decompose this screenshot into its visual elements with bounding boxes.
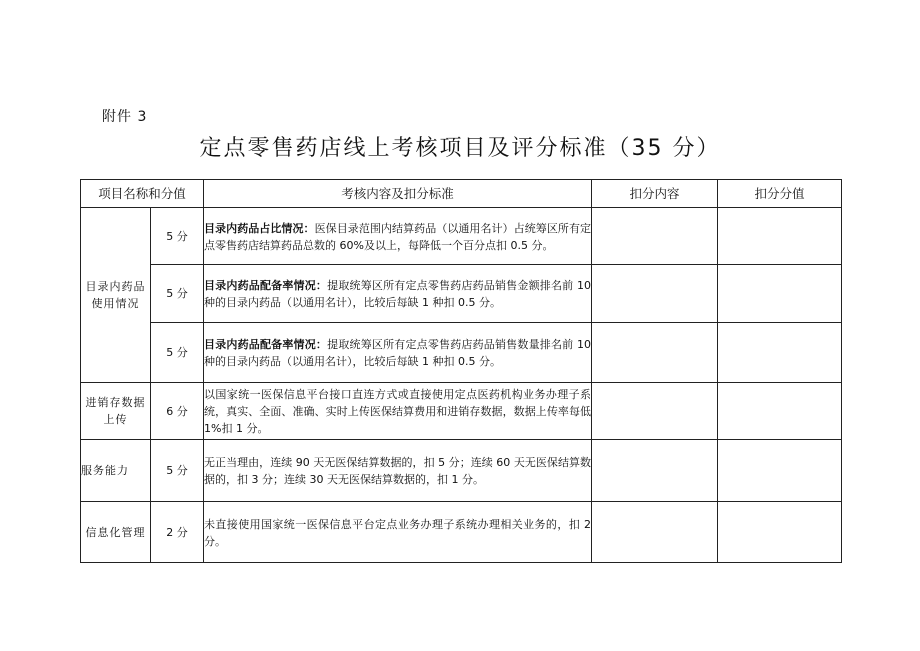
deduction-score-cell[interactable] [718,323,842,383]
criteria-text: 提取统筹区所有定点零售药店药品销售数量排名前 10 种的目录内药品（以通用名计），比较后每缺 1 种扣 0.5 分。 [204,338,592,368]
deduction-content-cell[interactable] [592,383,718,440]
criteria-text: 未直接使用国家统一医保信息平台定点业务办理子系统办理相关业务的，扣 2 分。 [204,517,592,548]
deduction-score-cell[interactable] [718,440,842,502]
table-row [81,502,842,563]
deduction-score-cell[interactable] [718,502,842,563]
table-header-row [81,180,842,208]
criteria-heading: 目录内药品配备率情况： [204,338,328,351]
column-header-item: 项目名称和分值 [81,180,204,208]
table-row [81,440,842,502]
criteria-text: 无正当理由，连续 90 天无医保结算数据的，扣 5 分；连续 60 天无医保结算数据的，扣 3 分；连续 30 天无医保结算数据的，扣 1 分。 [204,456,592,486]
item-score: 5 分 [151,440,204,502]
item-score: 5 分 [151,265,204,323]
criteria-text: 提取统筹区所有定点零售药店药品销售金额排名前 10 种的目录内药品（以通用名计），比较后每缺 1 种扣 0.5 分。 [204,279,592,309]
item-name-catalog: 目录内药品使用情况 [81,208,151,383]
criteria-heading: 目录内药品占比情况： [204,221,315,235]
criteria-cell [204,208,592,265]
scoring-table [80,179,842,563]
attachment-label: 附件 3 [102,109,148,125]
deduction-content-cell[interactable] [592,208,718,265]
item-score: 2 分 [151,502,204,563]
deduction-score-cell[interactable] [718,265,842,323]
table-row [81,208,842,265]
document-title: 定点零售药店线上考核项目及评分标准（35 分） [199,136,721,161]
deduction-content-cell[interactable] [592,323,718,383]
deduction-content-cell[interactable] [592,502,718,563]
criteria-text: 以国家统一医保信息平台接口直连方式或直接使用定点医药机构业务办理子系统，真实、全面、准确、实时上传医保结算费用和进销存数据，数据上传率每低 1%扣 1 分。 [204,388,592,435]
item-name-service: 服务能力 [81,440,151,502]
item-name-informatization: 信息化管理 [81,502,151,563]
criteria-cell [204,383,592,440]
deduction-content-cell[interactable] [592,440,718,502]
deduction-content-cell[interactable] [592,265,718,323]
item-score: 6 分 [151,383,204,440]
criteria-cell [204,265,592,323]
column-header-content: 考核内容及扣分标准 [204,180,592,208]
deduction-score-cell[interactable] [718,208,842,265]
table-row [81,323,842,383]
column-header-deduction-content: 扣分内容 [592,180,718,208]
criteria-cell [204,440,592,502]
column-header-deduction-score: 扣分分值 [718,180,842,208]
deduction-score-cell[interactable] [718,383,842,440]
item-score: 5 分 [151,323,204,383]
criteria-cell [204,502,592,563]
item-score: 5 分 [151,208,204,265]
criteria-text: 医保目录范围内结算药品（以通用名计）占统筹区所有定点零售药店结算药品总数的 60%及以上，每降低一个百分点扣 0.5 分。 [204,221,592,252]
table-row [81,383,842,440]
table-row [81,265,842,323]
item-name-reporting: 进销存数据上传 [81,383,151,440]
criteria-heading: 目录内药品配备率情况： [204,279,328,292]
criteria-cell [204,323,592,383]
